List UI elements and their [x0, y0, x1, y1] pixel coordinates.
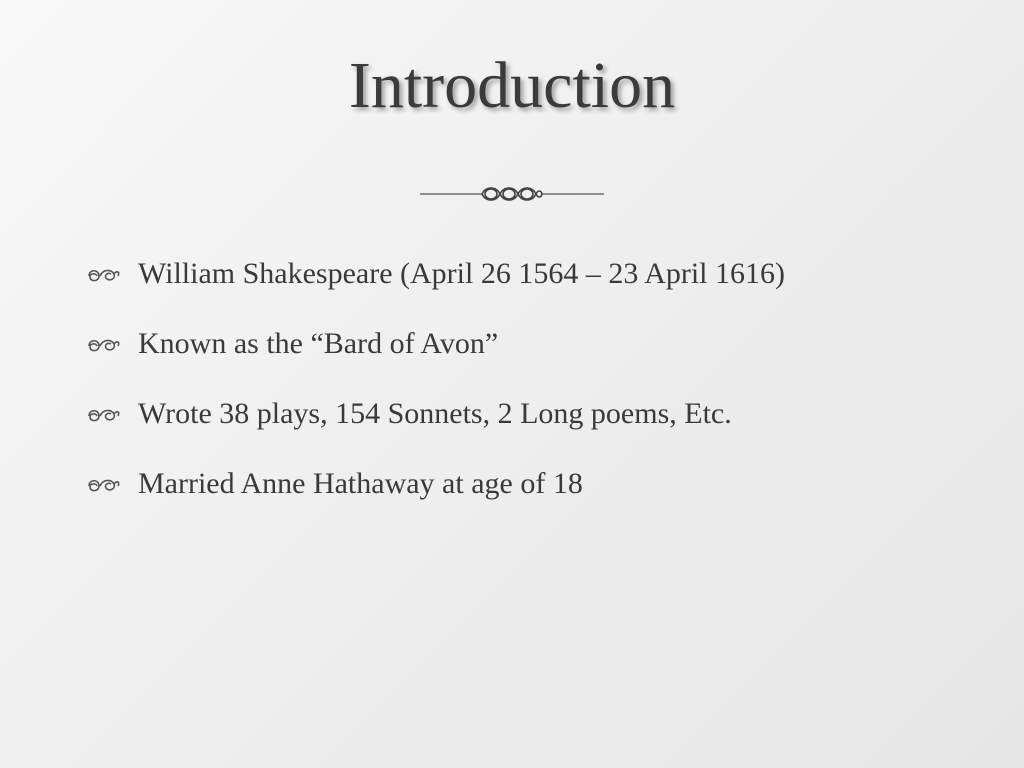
slide-title: Introduction [348, 49, 676, 122]
flourish-divider-icon [420, 180, 604, 208]
bullet-item [84, 458, 984, 528]
ornament-bullet-icon [84, 392, 124, 432]
bullet-text: William Shakespeare (April 26 1564 – 23 April 1616) [138, 257, 786, 290]
bullet-item [84, 318, 984, 388]
bullet-text: Married Anne Hathaway at age of 18 [138, 467, 583, 500]
bullet-item [84, 248, 984, 318]
ornament-bullet-icon [84, 252, 124, 292]
bullet-list [84, 248, 984, 528]
ornament-bullet-icon [84, 462, 124, 502]
bullet-text: Wrote 38 plays, 154 Sonnets, 2 Long poems, Etc. [138, 397, 732, 430]
bullet-text: Known as the “Bard of Avon” [138, 327, 499, 360]
ornament-bullet-icon [84, 322, 124, 362]
bullet-item [84, 388, 984, 458]
